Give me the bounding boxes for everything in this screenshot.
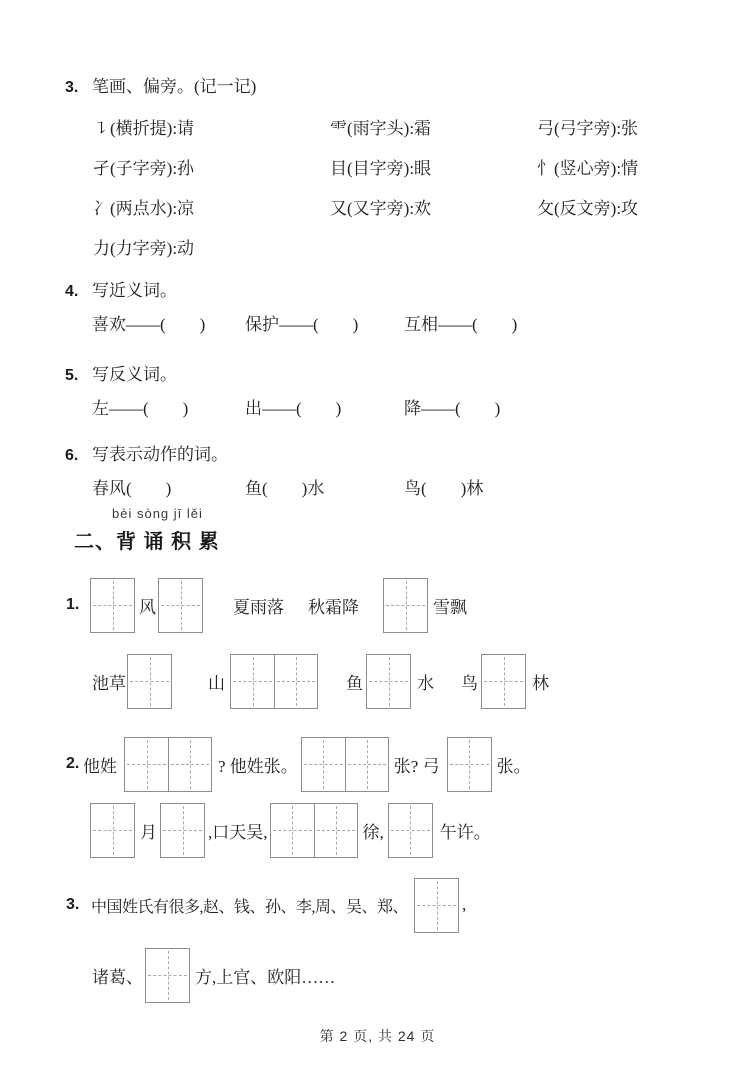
writing-box <box>158 578 203 633</box>
text-segment: 诸葛、 <box>92 967 143 987</box>
text-segment: ,口天吴, <box>208 822 268 842</box>
text-segment: 月 <box>140 822 157 842</box>
q2-line1 <box>66 736 531 792</box>
box-cell <box>161 804 204 857</box>
radical-item: 弓(弓字旁):张 <box>537 118 639 138</box>
writing-box <box>127 654 172 709</box>
fill-blank-item: 左——( ) <box>92 399 189 418</box>
writing-box <box>301 737 389 792</box>
writing-box <box>160 803 205 858</box>
q3-line2 <box>92 947 335 1003</box>
section4-number: 4. <box>65 283 79 300</box>
box-cell <box>231 655 274 708</box>
box-cell <box>91 804 134 857</box>
writing-box <box>388 803 433 858</box>
writing-box <box>414 878 459 933</box>
box-cell <box>302 738 345 791</box>
fill-blank-item: 保护——( ) <box>245 315 359 334</box>
radical-item: 又(又字旁):欢 <box>330 198 432 218</box>
box-cell <box>367 655 410 708</box>
section6-heading <box>65 440 228 465</box>
part2-heading: 二、背 诵 积 累 <box>74 531 220 553</box>
fill-blank-item: 喜欢——( ) <box>92 315 206 334</box>
section4-title: 写近义词。 <box>92 281 177 300</box>
text-segment: 山 <box>208 673 225 693</box>
q1-number: 1. <box>66 596 80 613</box>
radical-item: ⻗(雨字头):霜 <box>330 118 432 138</box>
text-segment: 鱼 <box>346 673 363 693</box>
text-segment: 他姓 <box>83 756 117 776</box>
fill-blank-item: 出——( ) <box>245 399 342 418</box>
text-segment: 夏雨落 <box>233 597 284 617</box>
box-cell <box>482 655 525 708</box>
radical-item: 忄(竖心旁):情 <box>537 158 639 178</box>
section3-title: 笔画、偏旁。(记一记) <box>92 77 257 96</box>
box-cell <box>274 655 317 708</box>
writing-box <box>145 948 190 1003</box>
writing-box <box>481 654 526 709</box>
box-cell <box>345 738 388 791</box>
q3-line1 <box>66 877 466 933</box>
writing-box <box>124 737 212 792</box>
section6-title: 写表示动作的词。 <box>92 445 228 464</box>
q2-number: 2. <box>66 755 80 772</box>
section4-row <box>92 310 517 335</box>
box-cell <box>159 579 202 632</box>
q3-number: 3. <box>66 896 80 913</box>
radical-item: 攵(反文旁):攻 <box>537 198 639 218</box>
writing-box <box>383 578 428 633</box>
box-cell <box>125 738 168 791</box>
section5-number: 5. <box>65 367 79 384</box>
fill-blank-item: 春风( ) <box>92 479 172 498</box>
box-cell <box>128 655 171 708</box>
box-cell <box>314 804 357 857</box>
fill-blank-item: 互相——( ) <box>404 315 518 334</box>
text-segment: 鸟 <box>461 673 478 693</box>
text-segment: ? 他姓张。 <box>218 756 298 776</box>
radical-item: ㇊(横折提):请 <box>93 118 195 138</box>
writing-box <box>90 803 135 858</box>
text-segment: 方,上官、欧阳…… <box>195 967 336 987</box>
box-cell <box>415 879 458 932</box>
writing-box <box>366 654 411 709</box>
section4-heading <box>65 276 177 301</box>
text-segment: 张。 <box>496 756 531 776</box>
text-segment: 徐, <box>362 822 384 842</box>
section5-heading <box>65 360 177 385</box>
text-segment: 风 <box>139 597 156 617</box>
box-cell <box>448 738 491 791</box>
box-cell <box>91 579 134 632</box>
q1-line1 <box>66 577 467 633</box>
text-segment: 林 <box>532 673 549 693</box>
box-cell <box>146 949 189 1002</box>
page-number: 第 2 页, 共 24 页 <box>319 1028 436 1044</box>
q1-line2 <box>92 653 549 709</box>
section3-number: 3. <box>65 79 79 96</box>
radical-item: 力(力字旁):动 <box>93 238 195 258</box>
box-cell <box>168 738 211 791</box>
text-segment: 秋霜降 <box>308 597 359 617</box>
radical-item: 孑(子字旁):孙 <box>93 158 195 178</box>
fill-blank-item: 鸟( )林 <box>404 479 484 498</box>
section5-title: 写反义词。 <box>92 365 177 384</box>
box-cell <box>389 804 432 857</box>
box-cell <box>271 804 314 857</box>
radical-item: 目(目字旁):眼 <box>330 158 432 178</box>
section5-row <box>92 394 500 419</box>
writing-box <box>447 737 492 792</box>
text-segment: 中国姓氏有很多,赵、钱、孙、李,周、吴、郑、 <box>91 898 409 916</box>
fill-blank-item: 降——( ) <box>404 399 501 418</box>
text-segment: , <box>462 895 467 914</box>
text-segment: 雪飘 <box>433 597 467 617</box>
radical-grid <box>93 106 638 266</box>
box-cell <box>384 579 427 632</box>
writing-box <box>230 654 318 709</box>
pinyin-annotation: bèi sòng jī lěi <box>112 506 203 521</box>
text-segment: 午许。 <box>439 822 491 842</box>
radical-item: 冫(两点水):凉 <box>93 198 195 218</box>
section6-row <box>92 474 483 499</box>
q2-line2 <box>90 802 491 858</box>
section6-number: 6. <box>65 447 79 464</box>
section3-heading <box>65 72 256 97</box>
text-segment: 张? 弓 <box>393 756 440 776</box>
text-segment: 水 <box>417 673 434 693</box>
text-segment: 池草 <box>92 673 126 693</box>
writing-box <box>90 578 135 633</box>
fill-blank-item: 鱼( )水 <box>245 479 325 498</box>
writing-box <box>270 803 358 858</box>
